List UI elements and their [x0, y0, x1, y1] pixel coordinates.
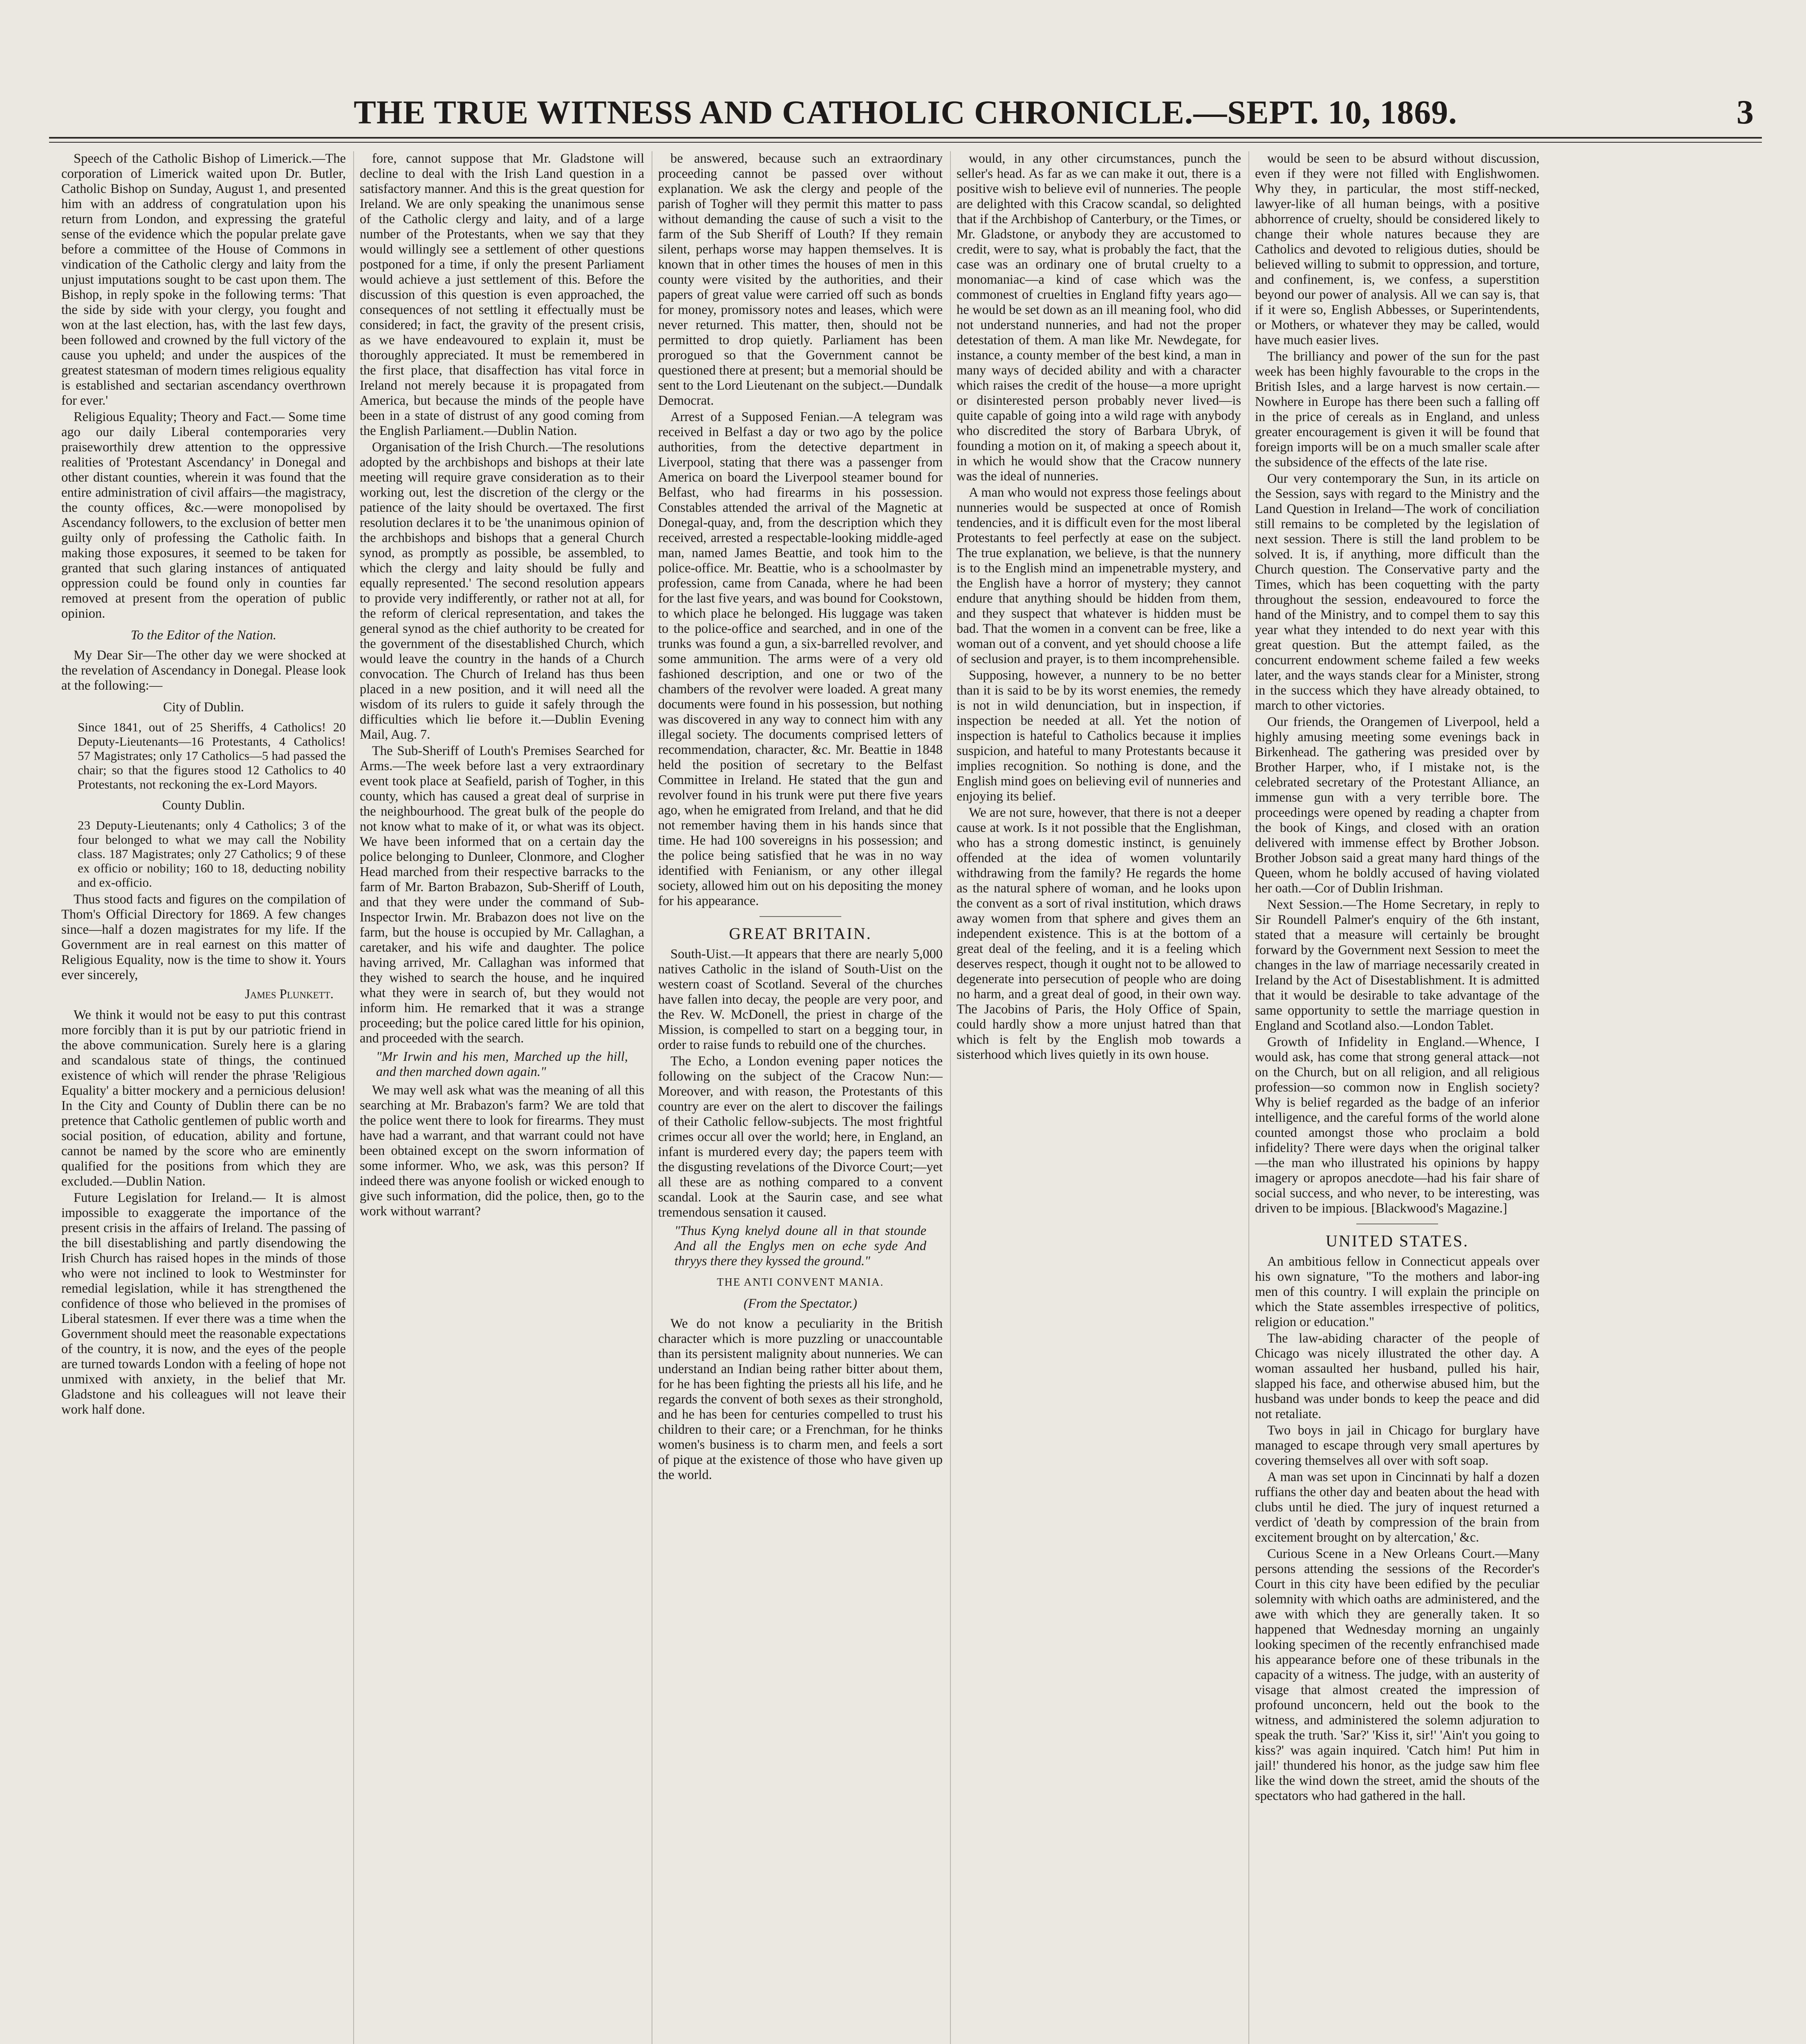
header-rule	[49, 137, 1762, 139]
article-paragraph: Organisation of the Irish Church.—The resolutions adopted by the archbishops and bishops at their late meeting will require grave consideration as to their working out, lest the discretion of the clergy or the patience of the laity should be overtaxed. The first resolution declares it to be 'the unanimous opinion of the archbishops and bishops that a general Church synod, as promptly as possible, be assembled, to which the clergy and laity should be fully and equally represented.' The second resolution appears to provide very indifferently, or rather not at all, for the reform of clerical representation, and takes the general synod as the chief authority to be created for the government of the disestablished Church, which would leave the country in the hands of a Church convocation. The Church of Ireland has thus been placed in a new position, and it will need all the wisdom of its rulers to guide it safely through the difficulties which lie before it.—Dublin Evening Mail, Aug. 7.	[360, 440, 644, 742]
section-heading: GREAT BRITAIN.	[729, 924, 872, 943]
statistics-block: 23 Deputy-Lieutenants; only 4 Catholics; 3 of the four belonged to what we may call the Nobility class. 187 Magistrates; only 27 Catholics; 9 of these ex officio or nobility; 160 to 18, deducting nobility and ex-officio.	[78, 818, 346, 890]
column-5	[1255, 151, 1539, 2044]
column-4	[957, 151, 1241, 2044]
article-paragraph: A man was set upon in Cincinnati by half a dozen ruffians the other day and beaten about the head with clubs until he died. The jury of inquest returned a verdict of 'death by compression of the brain from excitement brought on by altercation,' &c.	[1255, 1470, 1539, 1545]
article-paragraph: The law-abiding character of the people of Chicago was nicely illustrated the other day. A woman assaulted her husband, pulled his hair, slapped his face, and otherwise abused him, but the husband was under bonds to keep the peace and did not retaliate.	[1255, 1331, 1539, 1421]
article-paragraph: The Echo, a London evening paper notices the following on the subject of the Cracow Nun:—Moreover, and with reason, the Protestants of this country are ever on the alert to discover the failings of their Catholic fellow-subjects. The most frightful crimes occur all over the world; here, in England, an infant is murdered every day; the papers teem with the disgusting revelations of the Divorce Court;—yet all these are as nothing compared to a convent scandal. Look at the Saurin case, and see what tremendous sensation it caused.	[658, 1054, 943, 1220]
article-heading: THE ANTI CONVENT MANIA.	[717, 1276, 884, 1288]
header-rule-thin	[49, 142, 1762, 143]
column-1	[61, 151, 346, 2044]
article-paragraph: Curious Scene in a New Orleans Court.—Many persons attending the sessions of the Recorder's Court in this city have been edified by the peculiar solemnity with which oaths are administered, and the awe with which they are generally taken. It so happened that Wednesday morning an ungainly looking specimen of the recently enfranchised made his appearance before one of these tribunals in the capacity of a witness. The judge, with an austerity of visage that almost created the impression of profound unconcern, held out the book to the witness, and administered the solemn adjuration to speak the truth. 'Sar?' 'Kiss it, sir!' 'Ain't you going to kiss?' was again inquired. 'Catch him! Put him in jail!' thundered his honor, as the judge saw him flee like the wind down the street, amid the shouts of the spectators who had gathered in the hall.	[1255, 1546, 1539, 1803]
article-paragraph: fore, cannot suppose that Mr. Gladstone will decline to deal with the Irish Land question in a satisfactory manner. And this is the great question for Ireland. We are only speaking the unanimous sense of the Catholic clergy and laity, and of a large number of the Protestants, when we say that they would willingly see a settlement of other questions postponed for a time, if only the present Parliament would achieve a just settlement of this. Before the discussion of this question is even approached, the consequences of not settling it effectually must be considered; in fact, the gravity of the present crisis, as we have endeavoured to explain it, must be thoroughly appreciated. It must be remembered in the first place, that disaffection has vital force in Ireland not merely because it is propagated from America, but because the minds of the people have been in a state of distrust of any good coming from the English Parliament.—Dublin Nation.	[360, 151, 644, 438]
table-heading: City of Dublin.	[163, 700, 244, 715]
article-paragraph: Next Session.—The Home Secretary, in reply to Sir Roundell Palmer's enquiry of the 6th instant, stated that a measure will certainly be brought forward by the Government next Session to meet the changes in the law of marriage necessarily created in Ireland by the Act of Disestablishment. It is admitted that it would be desirable to take advantage of the same opportunity to settle the marriage question in England and Scotland also.—London Tablet.	[1255, 897, 1539, 1033]
article-paragraph: Our very contemporary the Sun, in its article on the Session, says with regard to the Ministry and the Land Question in Ireland—The work of conciliation still remains to be completed by the legislation of next session. There is still the land problem to be solved. It is, if anything, more difficult than the Church question. The Conservative party and the Times, which has been coquetting with the party throughout the session, endeavoured to force the hand of the Ministry, and to compel them to say this year what they intended to do next year with this great question. But the attempt failed, as the concurrent endowment scheme failed a few weeks later, and the ways stands clear for a Minister, strong in the success which they have already obtained, to march to other victories.	[1255, 471, 1539, 713]
article-paragraph: We may well ask what was the meaning of all this searching at Mr. Brabazon's farm? We are told that the police went there to look for firearms. They must have had a warrant, and that warrant could not have been obtained except on the sworn information of some informer. Who, we ask, was this person? If indeed there was anyone foolish or wicked enough to give such information, did the police, then, go to the work without warrant?	[360, 1083, 644, 1219]
article-paragraph: A man who would not express those feelings about nunneries would be suspected at once of Romish tendencies, and it is difficult even for the most liberal Protestants to feel perfectly at ease on the subject. The true explanation, we believe, is that the nunnery is to the English mind an impenetrable mystery, and the English have a horror of mystery; they cannot endure that anything should be hidden from them, and they suspect that whatever is hidden must be bad. That the women in a convent can be free, like a woman out of a convent, and yet should choose a life of seclusion and prayer, is to them incomprehensible.	[957, 485, 1241, 666]
article-paragraph: Arrest of a Supposed Fenian.—A telegram was received in Belfast a day or two ago by the police authorities, from the detective department in Liverpool, stating that there was a passenger from America on board the Liverpool steamer bound for Belfast, who had firearms in his possession. Constables attended the arrival of the Magnetic at Donegal-quay, and, from the description which they received, arrested a respectable-looking middle-aged man, named James Beattie, and took him to the police-office. Mr. Beattie, who is a schoolmaster by profession, came from Canada, where he had been for the last five years, and was bound for Cookstown, to which place he belonged. His luggage was taken to the police-office and searched, and in one of the trunks was found a gun, a six-barrelled revolver, and some ammunition. The arms were of a very old fashioned description, and one or two of the chambers of the revolver were loaded. A great many documents were found in his possession, but nothing was discovered in any way to connect him with any illegal society. The documents comprised letters of recommendation, character, &c. Mr. Beattie in 1848 held the position of secretary to the Belfast Committee in Ireland. He stated that the gun and revolver found in his trunk were put there five years ago, when he emigrated from Ireland, and that he did not remember having them in his hands since that time. He had 100 sovereigns in his possession; and the police being satisfied that he was in no way identified with Fenianism, or any other illegal society, allowed him out on his depositing the money for his appearance.	[658, 410, 943, 908]
verse-quote: "Mr Irwin and his men, Marched up the hill, and then marched down again."	[376, 1049, 628, 1079]
article-paragraph: We are not sure, however, that there is not a deeper cause at work. Is it not possible that the Englishman, who has a strong domestic instinct, is genuinely offended at the idea of women voluntarily withdrawing from the family? He regards the home as the natural sphere of woman, and he looks upon the convent as a sort of rival institution, which draws away women from that sphere and gives them an independent existence. This is at the bottom of a great deal of the feeling, and it is a feeling which deserves respect, though it ought not to be allowed to degenerate into persecution of people who are doing no harm, and a great deal of good, in their own way. The Jacobins of Paris, the Holy Office of Spain, could hardly show a more unjust hatred than that which is felt by the English mob towards a sisterhood which lives quietly in its own house.	[957, 805, 1241, 1062]
article-paragraph: The Sub-Sheriff of Louth's Premises Searched for Arms.—The week before last a very extraordinary event took place at Seafield, parish of Togher, in this county, which has caused a great deal of surprise in the neighbourhood. The great bulk of the people do not know what to make of it, or what was its object. We have been informed that on a certain day the police belonging to Dunleer, Clonmore, and Clogher Head marched from their respective barracks to the farm of Mr. Barton Brabazon, Sub-Sheriff of Louth, and that they were under the command of Sub-Inspector Irwin. Mr. Brabazon does not live on the farm, but the house is occupied by Mr. Callaghan, a caretaker, and his wife and daughter. The police having arrived, Mr. Callaghan was informed that they wished to search the house, and he inquired what they were in search of, but they would not inform him. He remarked that it was a strange proceeding; but the police cared little for his opinion, and proceeded with the search.	[360, 744, 644, 1046]
table-heading: County Dublin.	[162, 798, 245, 813]
article-paragraph: South-Uist.—It appears that there are nearly 5,000 natives Catholic in the island of South-Uist on the western coast of Scotland. Several of the churches have fallen into decay, the people are very poor, and the Rev. W. McDonell, the priest in charge of the Mission, is compelled to start on a begging tour, in order to raise funds to rebuild one of the churches.	[658, 947, 943, 1052]
letter-signature: James Plunkett.	[245, 987, 334, 1002]
column-divider	[950, 151, 951, 2044]
article-paragraph: Supposing, however, a nunnery to be no better than it is said to be by its worst enemies, the remedy is not in wild denunciation, but in inspection, if inspection be needed at all. Yet the notion of inspection is hateful to Catholics because it implies suspicion, and hateful to many Protestants because it implies recognition. So nothing is done, and the English mind goes on believing evil of nunneries and enjoying its belief.	[957, 668, 1241, 804]
article-paragraph: My Dear Sir—The other day we were shocked at the revelation of Ascendancy in Donegal. Please look at the following:—	[61, 648, 346, 693]
article-paragraph: would, in any other circumstances, punch the seller's head. As far as we can make it out, there is a positive wish to believe evil of nunneries. The people are delighted with this Cracow scandal, so delighted that if the Archbishop of Canterbury, or the Times, or Mr. Gladstone, or anybody they are accustomed to credit, were to say, what is probably the fact, that the case was an ordinary one of brutal cruelty to a monomaniac—a kind of case which was the commonest of cruelties in England fifty years ago—he would be set down as an ill meaning fool, who did not understand nunneries, and had not the proper detestation of them. A man like Mr. Newdegate, for instance, a county member of the best kind, a man in many ways of decided ability and with a character which raises the credit of the house—a more upright or disinterested person probably never lived—is quite capable of going into a wild rage with anybody who discredited the story of Barbara Ubryk, of founding a motion on it, of making a speech about it, in which he would show that the Cracow nunnery was the ideal of nunneries.	[957, 151, 1241, 484]
column-3	[658, 151, 943, 2044]
page-number: 3	[1737, 93, 1754, 131]
masthead	[49, 94, 1762, 135]
article-paragraph: Our friends, the Orangemen of Liverpool, held a highly amusing meeting some evenings back in Birkenhead. The gathering was presided over by Brother Harper, who, if I mistake not, is the celebrated secretary of the Protestant Alliance, an immense gun with a very terrible bore. The proceedings were opened by reading a chapter from the book of Kings, and closed with an oration delivered with immense effect by Brother Jobson. Brother Jobson said a great many hard things of the Queen, whom he boldly accused of having violated her oath.—Cor of Dublin Irishman.	[1255, 715, 1539, 896]
column-divider	[353, 151, 354, 2044]
article-paragraph: would be seen to be absurd without discussion, even if they were not filled with Englishwomen. Why they, in particular, the most stiff-necked, lawyer-like of all human beings, with a positive abhorrence of cruelty, should be considered likely to change their whole natures because they are Catholics and devoted to religious duties, should be believed willing to submit to oppression, and torture, and confinement, is, we confess, a superstition beyond our power of analysis. All we can say is, that if it were so, English Abbesses, or Superintendents, or Mothers, or whatever they may be called, would have much easier lives.	[1255, 151, 1539, 347]
article-paragraph: The brilliancy and power of the sun for the past week has been highly favourable to the crops in the British Isles, and a large harvest is now certain.—Nowhere in Europe has there been such a falling off in the price of cereals as in England, and unless greater encouragement is given it will be found that foreign imports will be on a much smaller scale after the subsidence of the effects of the late rise.	[1255, 349, 1539, 470]
section-heading: UNITED STATES.	[1326, 1232, 1469, 1250]
article-paragraph: be answered, because such an extraordinary proceeding cannot be passed over without explanation. We ask the clergy and people of the parish of Togher will they permit this matter to pass without demanding the cause of such a visit to the farm of the Sub Sheriff of Louth? If they remain silent, perhaps worse may happen themselves. It is known that in other times the houses of men in this county were visited by the authorities, and their papers of great value were carried off such as bonds for money, promissory notes and leases, which were never returned. This matter, then, should not be permitted to drop quietly. Parliament has been prorogued so that the Government cannot be questioned there at present; but a memorial should be sent to the Lord Lieutenant on the subject.—Dundalk Democrat.	[658, 151, 943, 408]
article-paragraph: An ambitious fellow in Connecticut appeals over his own signature, "To the mothers and labor-ing men of this country. I will explain the principle on which the State assembles irrespective of politics, religion or education."	[1255, 1254, 1539, 1329]
newspaper-title: THE TRUE WITNESS AND CATHOLIC CHRONICLE.—SEPT. 10, 1869.	[354, 94, 1457, 131]
article-subheading: To the Editor of the Nation.	[130, 628, 277, 643]
article-paragraph: Growth of Infidelity in England.—Whence, I would ask, has come that strong general attack—not on the Church, but on all religion, and all religious profession—so common now in English society? Why is belief regarded as the badge of an inferior intelligence, and the careful forms of the world alone counted amongst those who proclaim a bold infidelity? There were days when the original talker—the man who illustrated his opinions by happy imagery or apropos anecdote—had his fair share of social success, and who never, to be interesting, was driven to be impious. [Blackwood's Magazine.]	[1255, 1035, 1539, 1216]
column-2	[360, 151, 644, 2044]
article-paragraph: Two boys in jail in Chicago for burglary have managed to escape through very small apertures by covering themselves all over with soft soap.	[1255, 1423, 1539, 1468]
column-divider	[1248, 151, 1249, 2044]
statistics-block: Since 1841, out of 25 Sheriffs, 4 Catholics! 20 Deputy-Lieutenants—16 Protestants, 4 Catholics! 57 Magistrates; only 17 Catholics—5 had passed the chair; so that the figures stood 12 Catholics to 40 Protestants, not reckoning the ex-Lord Mayors.	[78, 720, 346, 791]
section-rule	[760, 916, 841, 917]
verse-quote: "Thus Kyng knelyd doune all in that stounde And all the Englys men on eche syde And thryys there they kyssed the ground."	[674, 1224, 926, 1269]
article-paragraph: Religious Equality; Theory and Fact.— Some time ago our daily Liberal contemporaries very praiseworthily drew attention to the oppressive realities of 'Protestant Ascendancy' in Donegal and other distant counties, wherein it was found that the entire administration of civil affairs—the magistracy, the county offices, &c.—were monopolised by Ascendancy followers, to the exclusion of better men guilty only of professing the Catholic faith. In making those exposures, it seemed to be taken for granted that such glaring instances of antiquated oppression could be found only in counties far removed at present from the operation of public opinion.	[61, 410, 346, 621]
article-paragraph: Future Legislation for Ireland.— It is almost impossible to exaggerate the importance of the present crisis in the affairs of Ireland. The passing of the bill disestablishing and partly disendowing the Irish Church has raised hopes in the minds of those who were not inclined to look to Westminster for remedial legislation, while it has strengthened the confidence of those who believed in the promises of Liberal statesmen. If ever there was a time when the Government should meet the reasonable expectations of the country, it is now, and the eyes of the people are turned towards London with a feeling of hope not unmixed with anxiety, in the belief that Mr. Gladstone and his colleagues will not leave their work half done.	[61, 1190, 346, 1417]
article-paragraph: Speech of the Catholic Bishop of Limerick.—The corporation of Limerick waited upon Dr. Butler, Catholic Bishop on Sunday, August 1, and presented him with an address of congratulation upon his return from London, and expressing the grateful sense of the evidence which the popular prelate gave before a committee of the House of Commons in vindication of the Catholic clergy and laity from the unjust imputations sought to be cast upon them. The Bishop, in reply spoke in the following terms: 'That the side by side with your clergy, you fought and won at the last election, has, with the last few days, been followed and crowned by the full victory of the cause you upheld; and under the auspices of the greatest statesman of modern times religious equality is established and sectarian ascendancy overthrown for ever.'	[61, 151, 346, 408]
article-paragraph: We think it would not be easy to put this contrast more forcibly than it is put by our patriotic friend in the above communication. Surely here is a glaring and scandalous state of things, the continued existence of which will render the phrase 'Religious Equality' a bitter mockery and a pernicious delusion! In the City and County of Dublin there can be no pretence that Catholic gentlemen of public worth and social position, of education, ability and fortune, cannot be named by the score who are eminently qualified for the positions from which they are excluded.—Dublin Nation.	[61, 1008, 346, 1189]
article-paragraph: We do not know a peculiarity in the British character which is more puzzling or unaccountable than its persistent malignity about nunneries. We can understand an Indian being rather bitter about them, for he has been fighting the priests all his life, and he regards the convent of both sexes as their stronghold, and he has been for centuries compelled to trust his children to their care; or a Frenchman, for he thinks women's business is to charm men, and feels a sort of pique at the existence of those who have given up the world.	[658, 1316, 943, 1482]
article-source: (From the Spectator.)	[744, 1296, 857, 1311]
article-paragraph: Thus stood facts and figures on the compilation of Thom's Official Directory for 1869. A few changes since—half a dozen magistrates for my life. If the Government are in real earnest on this matter of Religious Equality, now is the time to show it. Yours ever sincerely,	[61, 892, 346, 982]
